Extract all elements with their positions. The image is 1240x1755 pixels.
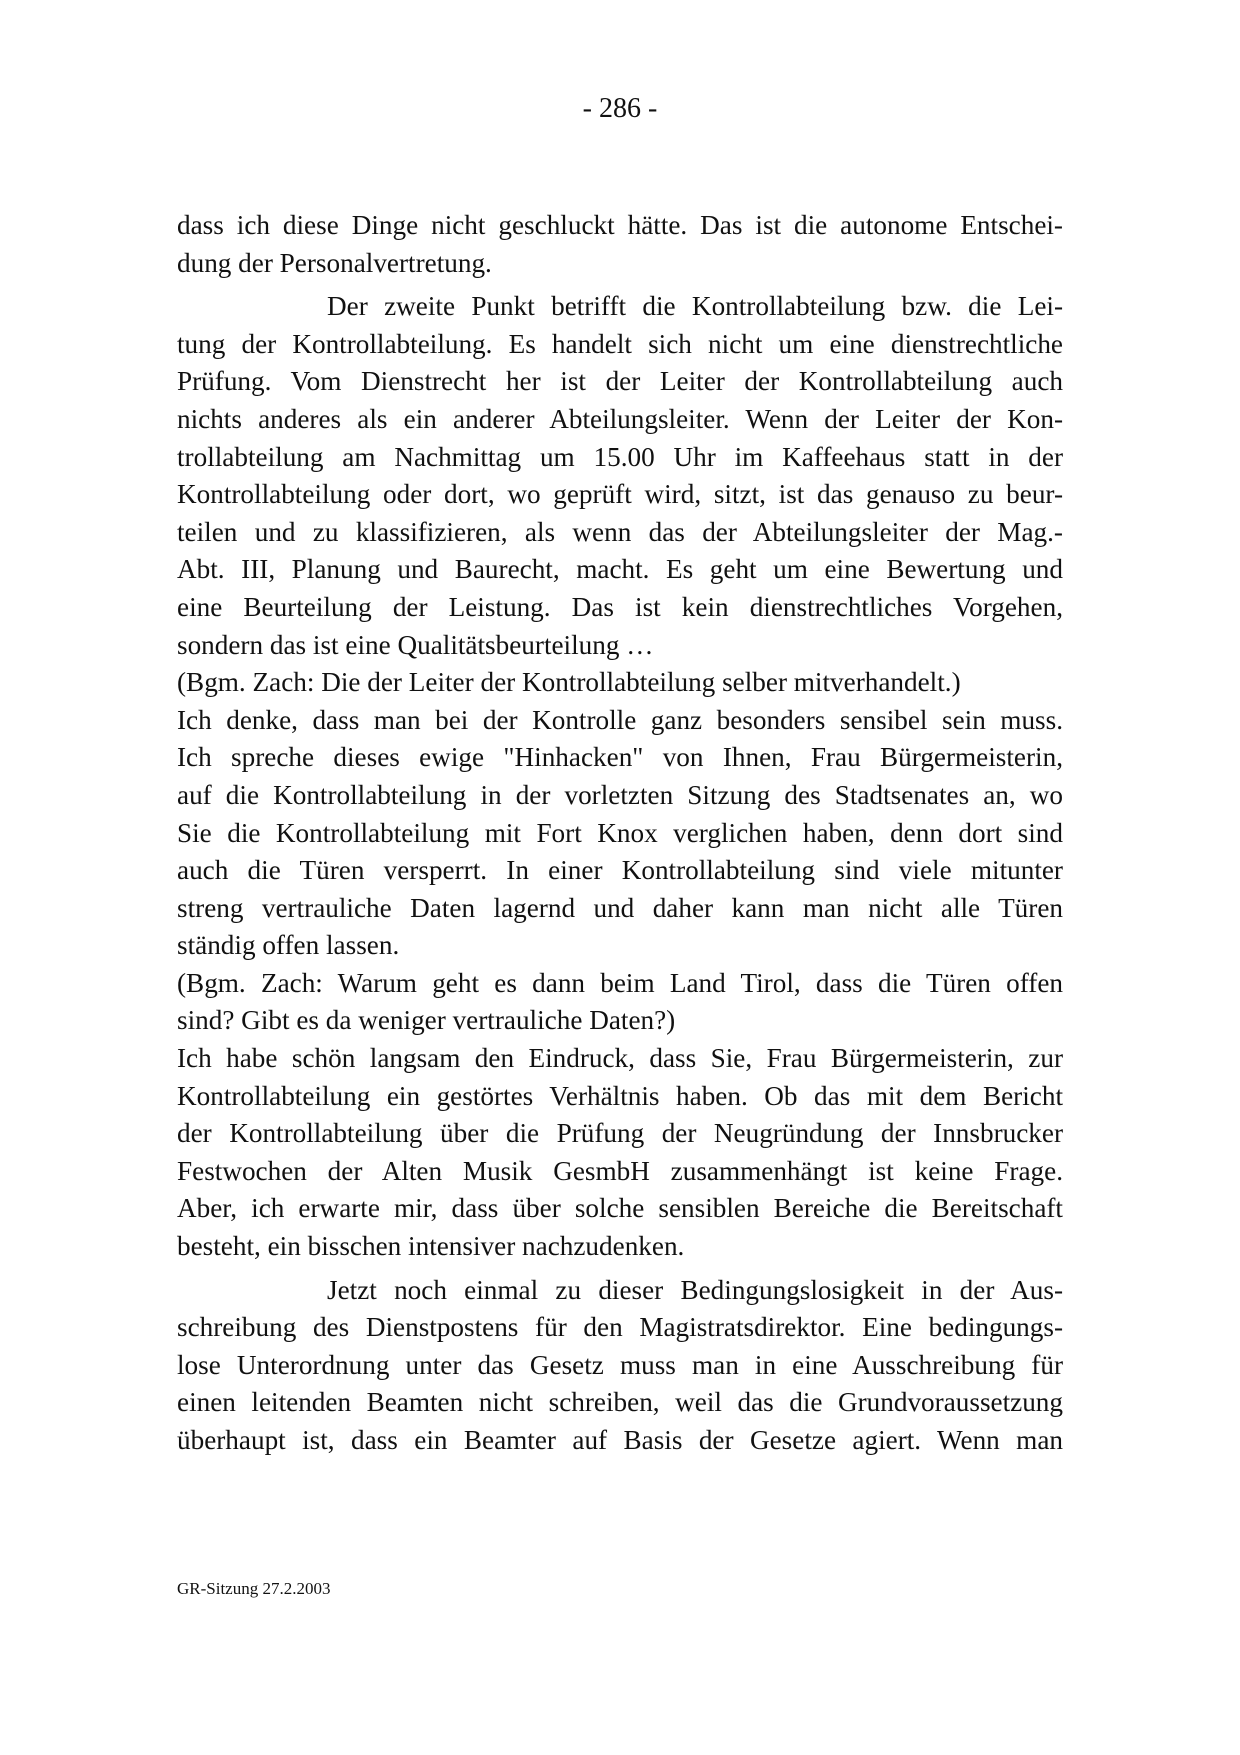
text-line: (Bgm. Zach: Warum geht es dann beim Land Tirol, dass die Türen offen	[177, 967, 1063, 998]
document-footer: GR-Sitzung 27.2.2003	[177, 1579, 331, 1598]
text-line: Abt. III, Planung und Baurecht, macht. Es geht um eine Bewertung und	[177, 554, 1063, 585]
text-line: (Bgm. Zach: Die der Leiter der Kontrollabteilung selber mitverhandelt.)	[177, 667, 961, 698]
text-line: auf die Kontrollabteilung in der vorletzten Sitzung des Stadtsenates an, wo	[177, 779, 1063, 810]
text-line: tung der Kontrollabteilung. Es handelt sich nicht um eine dienstrechtliche	[177, 328, 1063, 359]
text-line: lose Unterordnung unter das Gesetz muss man in eine Ausschreibung für	[177, 1349, 1063, 1380]
page-number: - 286 -	[582, 93, 658, 124]
text-line: Jetzt noch einmal zu dieser Bedingungslosigkeit in der Aus-	[327, 1274, 1063, 1305]
text-line: Ich denke, dass man bei der Kontrolle ganz besonders sensibel sein muss.	[177, 704, 1063, 735]
text-line: Prüfung. Vom Dienstrecht her ist der Leiter der Kontrollabteilung auch	[177, 366, 1063, 397]
text-line: Festwochen der Alten Musik GesmbH zusammenhängt ist keine Frage.	[177, 1155, 1063, 1186]
text-line: sind? Gibt es da weniger vertrauliche Daten?)	[177, 1005, 676, 1036]
text-line: Aber, ich erwarte mir, dass über solche sensiblen Bereiche die Bereitschaft	[177, 1193, 1063, 1224]
text-line: Kontrollabteilung oder dort, wo geprüft wird, sitzt, ist das genauso zu beur-	[177, 479, 1063, 510]
text-line: Ich spreche dieses ewige "Hinhacken" von Ihnen, Frau Bürgermeisterin,	[177, 742, 1063, 773]
text-line: Kontrollabteilung ein gestörtes Verhältnis haben. Ob das mit dem Bericht	[177, 1080, 1063, 1111]
text-line: der Kontrollabteilung über die Prüfung der Neugründung der Innsbrucker	[177, 1118, 1063, 1149]
text-line: Sie die Kontrollabteilung mit Fort Knox verglichen haben, denn dort sind	[177, 817, 1063, 848]
text-line: sondern das ist eine Qualitätsbeurteilung …	[177, 629, 654, 660]
text-line: ständig offen lassen.	[177, 930, 400, 961]
text-line: streng vertrauliche Daten lagernd und daher kann man nicht alle Türen	[177, 892, 1063, 923]
text-line: nichts anderes als ein anderer Abteilungsleiter. Wenn der Leiter der Kon-	[177, 403, 1063, 434]
text-line: einen leitenden Beamten nicht schreiben, weil das die Grundvoraussetzung	[177, 1387, 1063, 1418]
text-line: eine Beurteilung der Leistung. Das ist kein dienstrechtliches Vorgehen,	[177, 591, 1063, 622]
text-line: besteht, ein bisschen intensiver nachzudenken.	[177, 1231, 685, 1262]
text-line: auch die Türen versperrt. In einer Kontrollabteilung sind viele mitunter	[177, 855, 1063, 886]
text-line: dass ich diese Dinge nicht geschluckt hätte. Das ist die autonome Entschei-	[177, 210, 1063, 240]
document-body	[177, 207, 1063, 1460]
text-line: dung der Personalvertretung.	[177, 247, 492, 278]
text-line: überhaupt ist, dass ein Beamter auf Basis der Gesetze agiert. Wenn man	[177, 1425, 1063, 1455]
text-line: teilen und zu klassifizieren, als wenn das der Abteilungsleiter der Mag.-	[177, 516, 1063, 547]
text-line: Der zweite Punkt betrifft die Kontrollabteilung bzw. die Lei-	[327, 291, 1063, 322]
text-line: Ich habe schön langsam den Eindruck, dass Sie, Frau Bürgermeisterin, zur	[177, 1043, 1063, 1074]
text-line: trollabteilung am Nachmittag um 15.00 Uhr im Kaffeehaus statt in der	[177, 441, 1063, 472]
text-line: schreibung des Dienstpostens für den Magistratsdirektor. Eine bedingungs-	[177, 1312, 1063, 1343]
